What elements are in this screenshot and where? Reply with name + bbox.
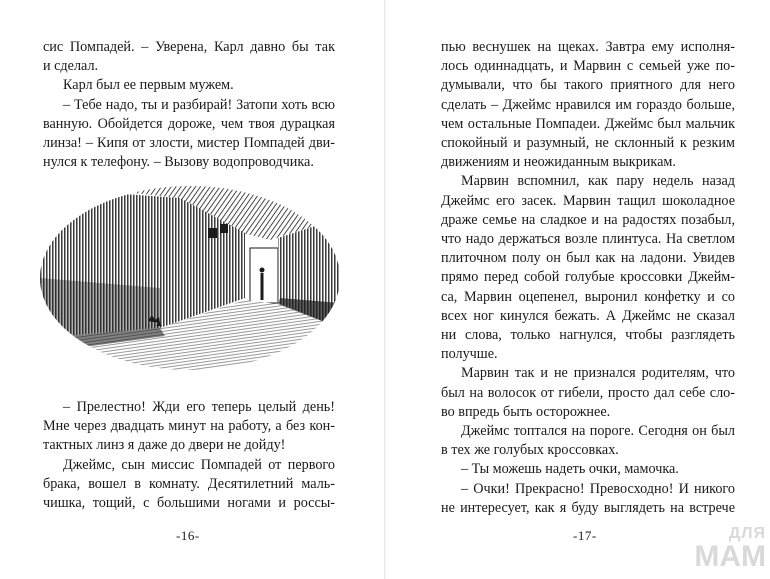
text-line: получше. <box>441 346 498 363</box>
text-line: плиточном полу он был как на ладони. Увидев <box>441 250 735 267</box>
text-line: – Ты можешь надеть очки, мамочка. <box>461 461 679 478</box>
text-line: во впредь быть осторожнее. <box>441 403 611 420</box>
right-page-text <box>441 38 735 518</box>
text-line: лось одиннадцать, и Марвин с семьей уже по- <box>441 58 735 75</box>
text-line: линза! – Кипя от злости, мистер Помпадей дви- <box>43 135 335 152</box>
text-line: Джеймс, сын миссис Помпадей от первого <box>63 456 335 473</box>
text-line: сис Помпадей. – Уверена, Карл давно бы так <box>43 39 335 55</box>
left-page-bottom-text <box>43 398 335 513</box>
text-line: пью веснушек на щеках. Завтра ему исполня- <box>441 39 735 55</box>
left-page-top-text <box>43 38 335 172</box>
text-line: Джеймс его засек. Марвин тащил шоколадное <box>441 192 735 209</box>
text-line: Карл был ее первым мужем. <box>63 77 234 94</box>
text-line: тактных линз я даже до двери не дойду! <box>43 437 286 454</box>
page-number-left: -16- <box>176 528 200 543</box>
text-line: Марвин так и не признался родителям, что <box>461 365 735 382</box>
text-line: сделать – Джеймс нравился им гораздо больше, <box>441 96 735 113</box>
watermark-text-top: ДЛЯ <box>728 525 766 542</box>
text-line: не интересует, как я буду выглядеть на встрече <box>441 499 735 516</box>
text-line: драже семье на сладкое и на радостях позабыл, <box>441 211 735 228</box>
text-line: Марвин вспомнил, как пару недель назад <box>461 173 735 190</box>
page-number-right: -17- <box>573 528 597 543</box>
text-line: был на волосок от гибели, просто дал себе сло- <box>441 384 735 401</box>
text-line: чем остальные Помпадеи. Джеймс был мальчик <box>441 115 735 132</box>
watermark-logo <box>686 526 766 576</box>
text-line: чишка, тощий, с большими ногами и россы- <box>43 495 335 512</box>
text-line: спокойный и разумный, не склонный к резким <box>441 135 735 152</box>
text-line: – Очки! Прекрасно! Превосходно! И никого <box>461 480 735 497</box>
text-line: ванную. Обойдется дороже, чем твоя дурацкая <box>43 115 335 132</box>
text-line: в тех же голубых кроссовках. <box>441 442 619 459</box>
text-line: са, Марвин оцепенел, выронил конфетку и со <box>441 288 735 305</box>
text-line: Мне через двадцать минут на работу, а без кон- <box>43 418 335 435</box>
watermark-text-bottom: МАМ <box>694 540 766 573</box>
text-line: прямо перед собой голубые кроссовки Джейм- <box>441 269 735 286</box>
text-line: движениям и неожиданным выкрикам. <box>441 154 676 171</box>
text-line: всех ног кинулся бежать. А Джеймс не сказал <box>441 307 735 324</box>
text-line: Джеймс топтался на пороге. Сегодня он был <box>461 423 735 440</box>
text-line: – Прелестно! Жди его теперь целый день! <box>63 399 335 415</box>
text-line: думывали, что бы такого приятного для него <box>441 77 735 94</box>
corridor-illustration <box>40 178 340 378</box>
text-line: и сделал. <box>43 58 99 75</box>
text-line: ни слова, только нагнулся, чтобы разглядеть <box>441 327 735 344</box>
text-line: что надо держаться возле плинтуса. На светлом <box>441 231 735 248</box>
text-line: – Тебе надо, ты и разбирай! Затопи хоть всю <box>63 96 335 113</box>
text-line: нулся к телефону. – Вызову водопроводчика. <box>43 154 314 171</box>
right-page <box>385 0 770 579</box>
text-line: брака, вошел в комнату. Десятилетний маль- <box>43 475 335 492</box>
